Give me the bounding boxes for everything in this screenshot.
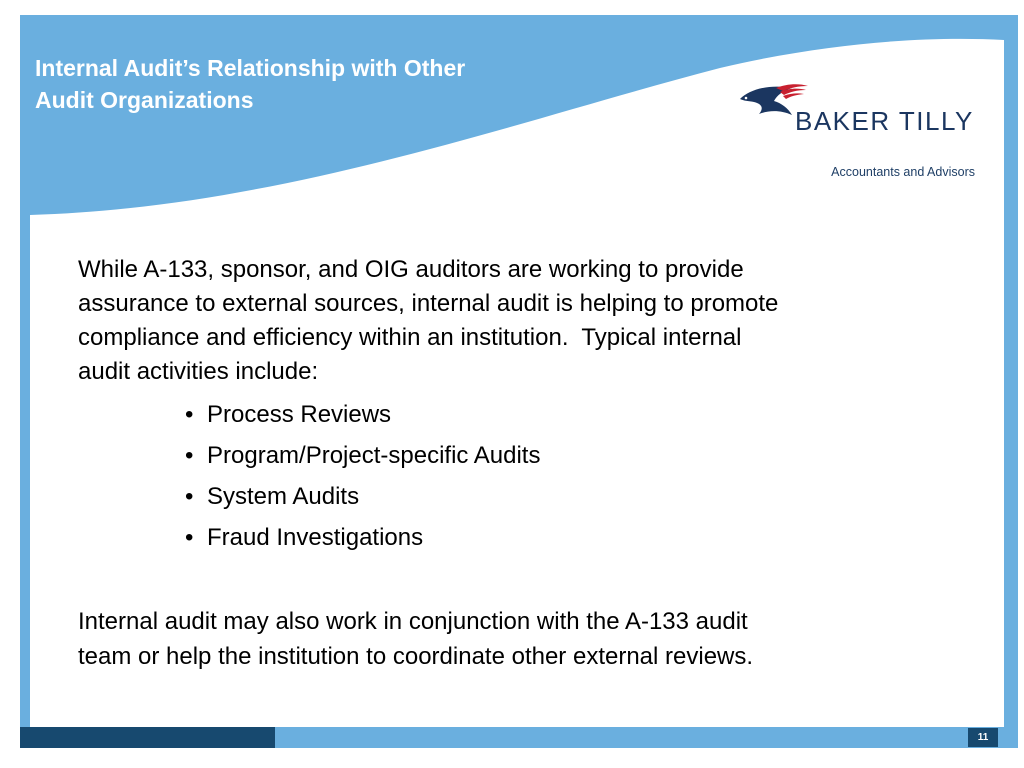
intro-paragraph [78,253,978,389]
bullet-marker [185,476,193,517]
list-item [185,394,540,435]
slide-title-line: Internal Audit’s Relationship with Other [35,55,466,81]
bullet-marker [185,517,193,558]
list-item [185,517,540,558]
paragraph-line: audit activities include: [78,358,319,385]
list-item [185,435,540,476]
paragraph-line: While A-133, sponsor, and OIG auditors are working to provide [78,256,744,283]
paragraph-line: assurance to external sources, internal audit is helping to promote [78,290,779,317]
page-number: 11 [977,732,989,743]
bottom-bar-accent [20,727,275,748]
activities-list [185,394,540,558]
list-item-text: Fraud Investigations [207,524,424,551]
slide-title [35,52,595,116]
list-item-text: System Audits [207,483,360,510]
paragraph-line: Internal audit may also work in conjunction with the A-133 audit [78,608,748,635]
slide-title-line: Audit Organizations [35,87,254,113]
list-item-text: Program/Project-specific Audits [207,442,541,469]
bullet-marker [185,435,193,476]
closing-paragraph [78,604,978,674]
bullet-marker [185,394,193,435]
list-item [185,476,540,517]
logo-wordmark: BAKER TILLY [795,106,974,136]
list-item-text: Process Reviews [207,401,392,428]
paragraph-line: team or help the institution to coordinate other external reviews. [78,643,754,670]
paragraph-line: compliance and efficiency within an institution. Typical internal [78,324,742,351]
logo-tagline: Accountants and Advisors [831,165,975,179]
